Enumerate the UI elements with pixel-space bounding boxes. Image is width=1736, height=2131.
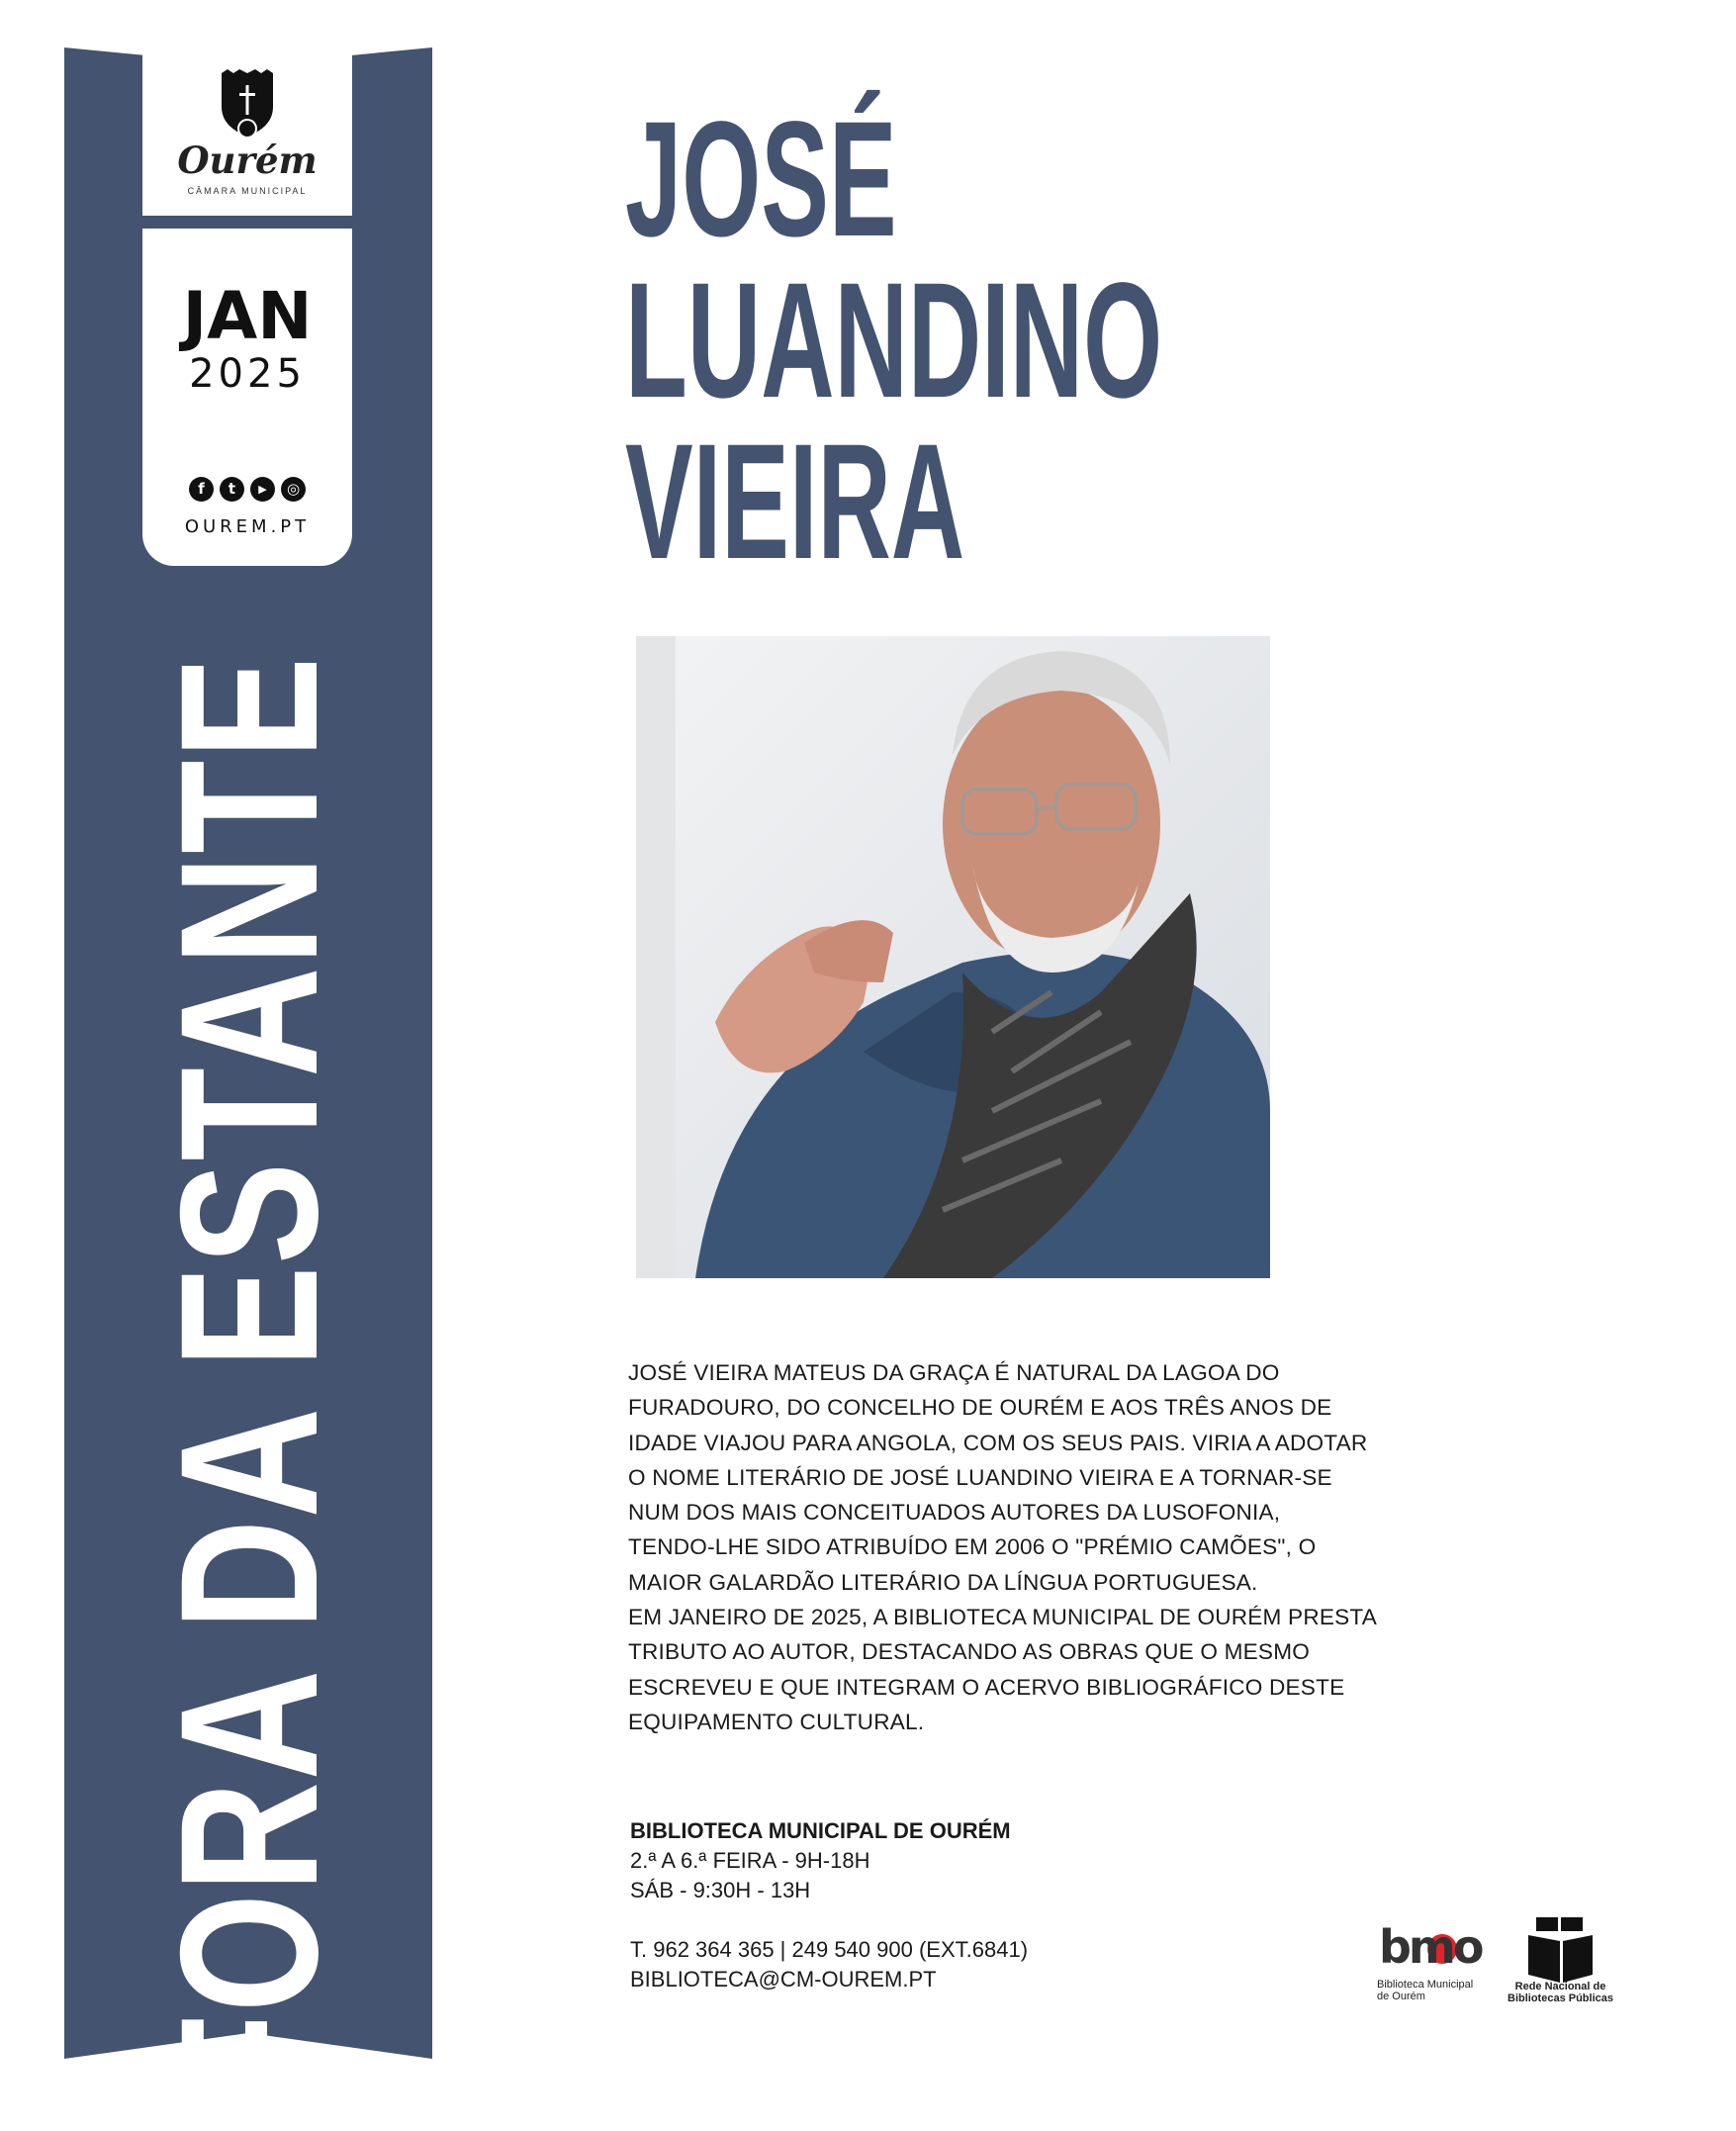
website-link[interactable]: OUREM.PT [184,516,311,537]
bmo-caption [1377,1979,1473,2002]
event-month: JAN [182,278,313,354]
bmo-mark: bmo [1379,1920,1482,1974]
bio-line: NUM DOS MAIS CONCEITUADOS AUTORES DA LUSOFONIA, [628,1500,1281,1526]
bio-line: TENDO-LHE SIDO ATRIBUÍDO EM 2006 O "PRÉMIO CAMÕES", O [628,1534,1317,1560]
rnbp-caption-line-1: Rede Nacional de [1514,1981,1606,1992]
facebook-icon[interactable]: f [189,477,214,502]
phone-numbers[interactable]: T. 962 364 365 | 249 540 900 (EXT.6841) [630,1937,1029,1962]
instagram-icon[interactable]: ◎ [281,477,306,502]
heading-line-2: LUANDINO [625,249,1163,432]
bio-line: O NOME LITERÁRIO DE JOSÉ LUANDINO VIEIRA E A TORNAR-SE [628,1464,1332,1490]
author-biography [628,1355,1518,1739]
author-photo [636,636,1270,1278]
bio-line: EM JANEIRO DE 2025, A BIBLIOTECA MUNICIPAL DE OURÉM PRESTA [628,1605,1377,1630]
brand-subtitle: CÂMARA MUNICIPAL [187,186,308,196]
bmo-caption-line-2: de Ourém [1377,1991,1425,2002]
library-name: BIBLIOTECA MUNICIPAL DE OURÉM [630,1818,1011,1843]
rnbp-caption [1508,1981,1613,2004]
bio-line: FURADOURO, DO CONCELHO DE OURÉM E AOS TRÊS ANOS DE [628,1395,1332,1421]
bio-line: ESCREVEU E QUE INTEGRAM O ACERVO BIBLIOGRÁFICO DESTE [628,1674,1345,1700]
vertical-title [138,655,358,2107]
heading-line-1: JOSÉ [625,88,897,271]
brand-name: Ourém [177,139,318,182]
saturday-hours: SÁB - 9:30H - 13H [630,1878,811,1902]
youtube-icon[interactable]: ▶ [250,477,275,502]
author-name-heading [625,88,1492,594]
bio-line: JOSÉ VIEIRA MATEUS DA GRAÇA É NATURAL DA LAGOA DO [628,1360,1280,1385]
library-info [630,1816,1028,1994]
bio-line: MAIOR GALARDÃO LITERÁRIO DA LÍNGUA PORTUGUESA. [628,1569,1258,1595]
bio-line: EQUIPAMENTO CULTURAL. [628,1709,925,1734]
heading-line-3: VIEIRA [625,411,965,594]
bio-line: TRIBUTO AO AUTOR, DESTACANDO AS OBRAS QUE O MESMO [628,1639,1310,1665]
bio-line: IDADE VIAJOU PARA ANGOLA, COM OS SEUS PAIS. VIRIA A ADOTAR [628,1430,1368,1455]
tab-divider [142,216,352,229]
ourem-crest-icon [220,67,275,144]
email-address[interactable]: BIBLIOTECA@CM-OUREM.PT [630,1967,937,1992]
twitter-icon[interactable]: t [220,477,244,502]
social-links [142,477,352,502]
weekday-hours: 2.ª A 6.ª FEIRA - 9H-18H [630,1848,870,1873]
vertical-title-text: FORA DA ESTANTE [138,655,358,2107]
rnbp-caption-line-2: Bibliotecas Públicas [1508,1992,1613,2004]
event-year: 2025 [189,351,306,397]
bmo-caption-line-1: Biblioteca Municipal [1377,1979,1474,1991]
